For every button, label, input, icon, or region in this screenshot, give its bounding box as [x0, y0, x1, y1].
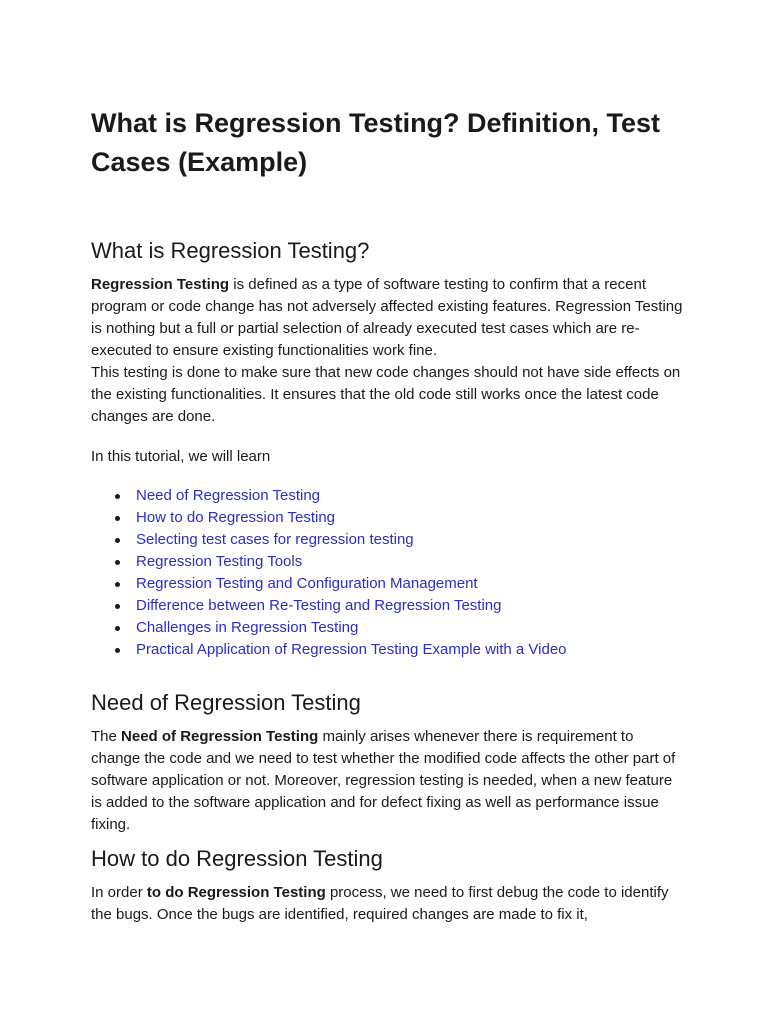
table-of-contents — [91, 485, 696, 661]
section-heading-need: Need of Regression Testing — [91, 690, 361, 715]
how-paragraph-text: process, we need to first debug the code to identify the bugs. Once the bugs are identified, required changes are made to fix it, — [91, 884, 669, 923]
intro-paragraph-2: This testing is done to make sure that new code changes should not have side effects on the existing functionalities. It ensures that the old code still works once the latest code changes are done. — [91, 364, 681, 425]
toc-item — [136, 485, 696, 507]
intro-paragraph — [91, 274, 683, 428]
toc-item — [136, 573, 696, 595]
toc-item — [136, 529, 696, 551]
toc-item — [136, 639, 696, 661]
toc-item — [136, 595, 696, 617]
need-bold-term: Need of Regression Testing — [121, 728, 319, 745]
toc-link-how-to[interactable]: How to do Regression Testing — [136, 509, 335, 526]
need-paragraph-text: mainly arises whenever there is requirement to change the code and we need to test whether the modified code affects the other part of software application or not. Moreover, regression testing is needed, when a new feature is added to the software application and for defect fixing as well as performance issue fixing. — [91, 728, 676, 833]
need-paragraph — [91, 726, 683, 836]
toc-item — [136, 551, 696, 573]
toc-link-challenges[interactable]: Challenges in Regression Testing — [136, 619, 359, 636]
toc-link-difference[interactable]: Difference between Re-Testing and Regression Testing — [136, 597, 502, 614]
section-heading-how: How to do Regression Testing — [91, 846, 383, 871]
article-title: What is Regression Testing? Definition, Test Cases (Example) — [91, 108, 661, 177]
toc-link-tools[interactable]: Regression Testing Tools — [136, 553, 303, 570]
how-lead: In order — [91, 884, 147, 901]
how-bold-term: to do Regression Testing — [146, 884, 326, 901]
how-paragraph — [91, 882, 683, 926]
intro-paragraph-text: is defined as a type of software testing to confirm that a recent program or code change has not adversely affected existing features. Regression Testing is nothing but a full or partial selection of already executed test cases which are re-executed to ensure existing functionalities work fine. — [91, 276, 683, 359]
toc-link-practical[interactable]: Practical Application of Regression Testing Example with a Video — [136, 641, 567, 658]
toc-item — [136, 507, 696, 529]
toc-link-need[interactable]: Need of Regression Testing — [136, 487, 320, 504]
tutorial-intro: In this tutorial, we will learn — [91, 448, 271, 465]
section-heading-what-is: What is Regression Testing? — [91, 238, 370, 263]
toc-item — [136, 617, 696, 639]
toc-link-config-mgmt[interactable]: Regression Testing and Configuration Management — [136, 575, 478, 592]
intro-bold-term: Regression Testing — [91, 276, 230, 293]
toc-link-selecting[interactable]: Selecting test cases for regression testing — [136, 531, 414, 548]
need-lead: The — [91, 728, 122, 745]
